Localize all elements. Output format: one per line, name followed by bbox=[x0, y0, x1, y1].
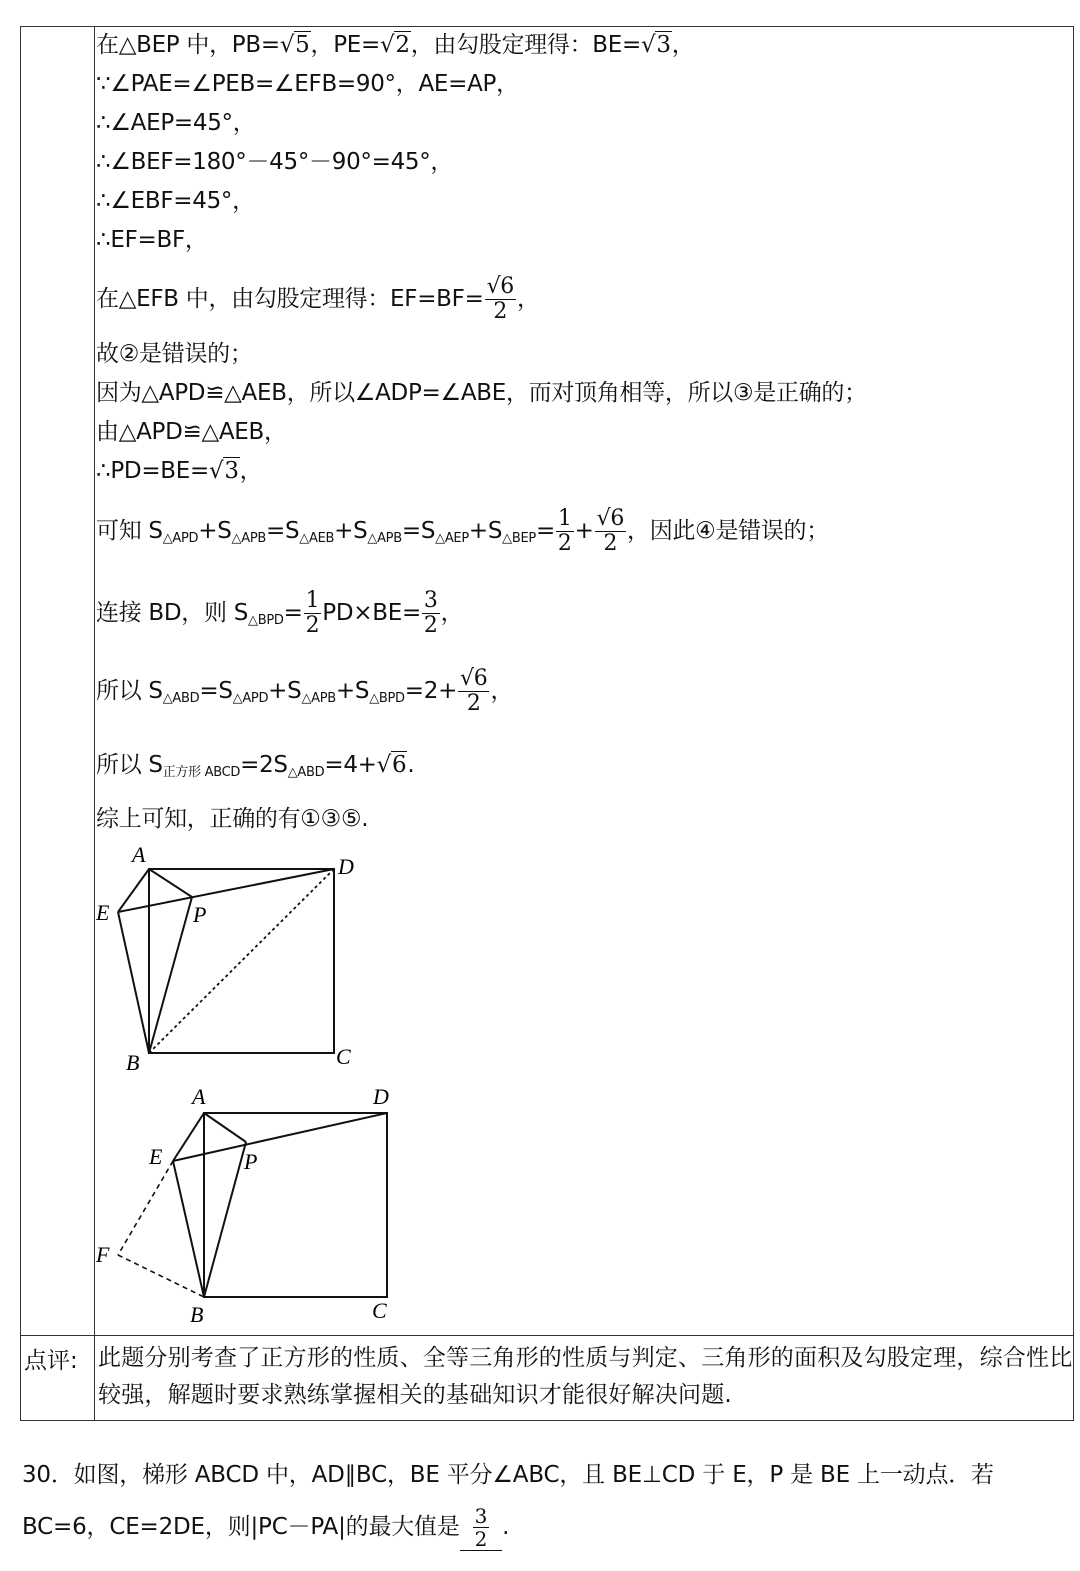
text: BC=6，CE=2DE，则|PC－PA|的最大值是 bbox=[22, 1514, 460, 1540]
subscript: △AEP bbox=[435, 531, 469, 546]
subscript: △APD bbox=[232, 691, 269, 706]
solution-label-cell bbox=[21, 27, 95, 1335]
label-P: P bbox=[244, 1149, 258, 1174]
text: ， bbox=[516, 286, 540, 312]
label-D: D bbox=[373, 1084, 389, 1109]
answer-fraction: $\frac{3}{2}$ bbox=[474, 1504, 488, 1551]
text: ，PE= bbox=[310, 32, 380, 58]
text: = bbox=[283, 600, 303, 626]
sqrt-5: √5 bbox=[279, 32, 310, 58]
answer-blank bbox=[460, 1505, 503, 1551]
text: =S bbox=[199, 678, 233, 704]
subscript: △APD bbox=[162, 531, 199, 546]
label-F: F bbox=[96, 1242, 110, 1267]
review-row bbox=[21, 1336, 1073, 1420]
label-B: B bbox=[126, 1050, 140, 1072]
text: 连接 BD，则 S bbox=[96, 600, 249, 626]
subscript: △AEB bbox=[299, 531, 335, 546]
text: 在△BEP 中，PB= bbox=[96, 32, 280, 58]
text: = bbox=[535, 518, 555, 544]
solution-line-7 bbox=[96, 275, 540, 324]
text: +S bbox=[268, 678, 302, 704]
geometry-figure-2 bbox=[96, 1082, 416, 1332]
text: =S bbox=[401, 518, 436, 544]
review-label: 点评: bbox=[24, 1348, 78, 1374]
solution-line-6: ∴EF=BF， bbox=[96, 227, 208, 253]
fraction-sqrt6-over-2: $\frac{√6}{2}$ bbox=[596, 506, 625, 556]
label-E: E bbox=[96, 900, 110, 925]
text: ，由勾股定理得：BE= bbox=[410, 32, 641, 58]
question-30-line-1: 30．如图，梯形 ABCD 中，AD∥BC，BE 平分∠ABC，且 BE⊥CD 于 E，P 是 BE 上一动点．若 bbox=[22, 1462, 994, 1488]
text: +S bbox=[334, 518, 368, 544]
text: +S bbox=[468, 518, 503, 544]
subscript: △APB bbox=[367, 531, 402, 546]
fraction-1-over-2: $\frac{1}{2}$ bbox=[305, 588, 320, 638]
solution-line-1 bbox=[96, 30, 694, 60]
text: ∴PD=BE= bbox=[96, 458, 209, 484]
text: ， bbox=[440, 600, 464, 626]
label-A: A bbox=[192, 1084, 206, 1109]
fraction-3-over-2: $\frac{3}{2}$ bbox=[423, 588, 438, 638]
sqrt-2: √2 bbox=[380, 32, 410, 58]
text: 可知 S bbox=[96, 518, 163, 544]
review-text: 此题分别考查了正方形的性质、全等三角形的性质与判定、三角形的面积及勾股定理，综合性比较强，解题时要求熟练掌握相关的基础知识才能很好解决问题. bbox=[98, 1345, 1073, 1408]
solution-line-11 bbox=[96, 456, 262, 486]
text: =4+ bbox=[324, 752, 377, 778]
text: 所以 S bbox=[96, 678, 163, 704]
solution-line-15 bbox=[96, 750, 414, 788]
text: ， bbox=[490, 678, 514, 704]
text: +S bbox=[198, 518, 232, 544]
subscript: △ABD bbox=[287, 765, 325, 780]
fraction-sqrt6-over-2: $\frac{√6}{2}$ bbox=[460, 666, 488, 716]
subscript: △BEP bbox=[502, 531, 536, 546]
solution-line-13 bbox=[96, 589, 463, 638]
text: =2S bbox=[240, 752, 288, 778]
text: PD×BE= bbox=[322, 600, 421, 626]
sqrt-3: √3 bbox=[641, 32, 671, 58]
text: +S bbox=[335, 678, 370, 704]
subscript: △APB bbox=[301, 691, 336, 706]
label-B: B bbox=[190, 1302, 204, 1327]
solution-line-8: 故②是错误的； bbox=[96, 341, 253, 367]
label-D: D bbox=[338, 854, 354, 879]
review-content bbox=[96, 1336, 1073, 1420]
subscript: 正方形 ABCD bbox=[162, 765, 241, 780]
text: =2+ bbox=[404, 678, 458, 704]
solution-table bbox=[20, 26, 1074, 1421]
text: . bbox=[502, 1514, 510, 1540]
label-A: A bbox=[132, 842, 146, 867]
solution-line-14 bbox=[96, 667, 513, 716]
text: . bbox=[407, 752, 415, 778]
solution-line-12 bbox=[96, 507, 829, 556]
solution-line-10: 由△APD≌△AEB， bbox=[96, 419, 287, 445]
text: ， bbox=[239, 458, 263, 484]
text: 所以 S bbox=[96, 752, 163, 778]
solution-line-2: ∵∠PAE=∠PEB=∠EFB=90°，AE=AP， bbox=[96, 71, 519, 97]
text: 在△EFB 中，由勾股定理得：EF=BF= bbox=[96, 286, 484, 312]
sqrt-3: √3 bbox=[208, 458, 239, 484]
review-label-cell bbox=[21, 1336, 95, 1420]
solution-line-9: 因为△APD≌△AEB，所以∠ADP=∠ABE，而对顶角相等，所以③是正确的； bbox=[96, 380, 867, 406]
subscript: △ABD bbox=[162, 691, 200, 706]
fraction-1-over-2: $\frac{1}{2}$ bbox=[557, 506, 572, 556]
solution-line-3: ∴∠AEP=45°， bbox=[96, 110, 256, 136]
solution-line-16: 综上可知，正确的有①③⑤. bbox=[96, 806, 369, 832]
sqrt-6: √6 bbox=[376, 752, 407, 778]
label-E: E bbox=[149, 1144, 163, 1169]
geometry-figure-1 bbox=[96, 842, 376, 1072]
solution-row bbox=[21, 27, 1073, 1336]
solution-line-4: ∴∠BEF=180°－45°－90°=45°， bbox=[96, 149, 454, 175]
question-30-line-2 bbox=[22, 1505, 509, 1551]
label-C: C bbox=[372, 1298, 387, 1323]
text: ， bbox=[671, 32, 695, 58]
text: + bbox=[574, 518, 594, 544]
subscript: △APB bbox=[231, 531, 266, 546]
fraction-sqrt6-over-2: $\frac{√6}{2}$ bbox=[486, 274, 514, 324]
label-C: C bbox=[336, 1044, 351, 1069]
solution-line-5: ∴∠EBF=45°， bbox=[96, 188, 255, 214]
text: =S bbox=[266, 518, 300, 544]
text: ，因此④是错误的； bbox=[627, 518, 829, 544]
label-P: P bbox=[193, 902, 207, 927]
subscript: △BPD bbox=[369, 691, 405, 706]
subscript: △BPD bbox=[248, 613, 284, 628]
solution-content bbox=[96, 27, 1073, 1335]
